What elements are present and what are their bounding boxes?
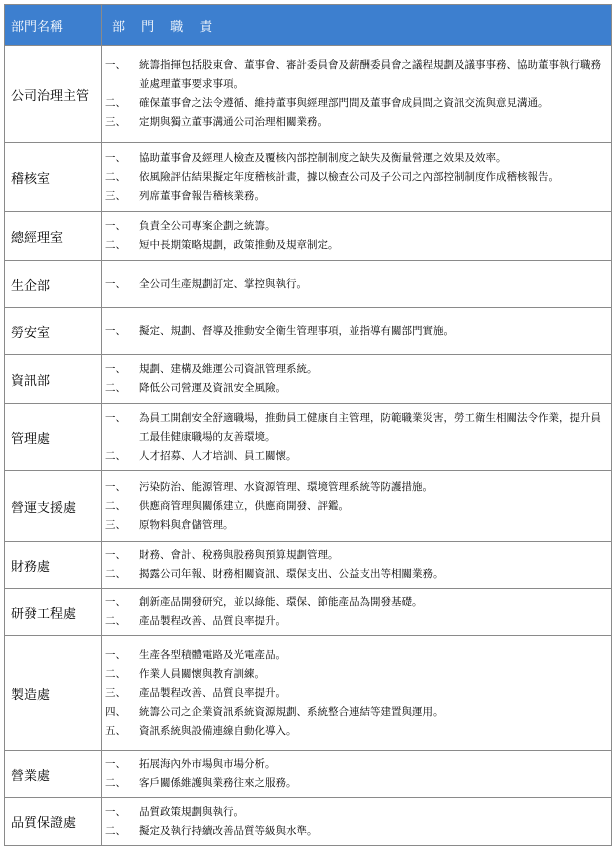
duty-item <box>105 322 607 341</box>
duty-number: 一、 <box>105 648 126 661</box>
duty-item <box>105 360 607 379</box>
department-name: 品質保證處 <box>5 798 102 846</box>
duty-text: 定期與獨立董事溝通公司治理相關業務。 <box>139 116 328 128</box>
duty-number: 一、 <box>105 758 126 770</box>
duty-text: 財務、會計、稅務與股務與預算規劃管理。 <box>139 549 339 561</box>
duty-text: 擬定、規劃、督導及推動安全衛生管理事項，並指導有關部門實施。 <box>139 324 454 337</box>
duty-item <box>105 497 607 516</box>
duty-text: 拓展海內外市場與市場分析。 <box>139 758 276 770</box>
header-department-duties: 部 門 職 責 <box>102 5 612 46</box>
duty-number: 一、 <box>105 805 126 818</box>
duty-text: 產品製程改善、品質良率提升。 <box>139 686 286 699</box>
duty-number: 一、 <box>105 480 126 493</box>
department-duties <box>102 542 612 589</box>
duty-number: 一、 <box>105 220 126 232</box>
department-duties <box>102 143 612 212</box>
duty-number: 一、 <box>105 363 126 375</box>
duty-item <box>105 149 607 168</box>
duty-text: 負責全公司專案企劃之統籌。 <box>139 220 276 232</box>
duty-item <box>105 803 607 822</box>
table-row <box>5 636 612 751</box>
duty-number: 一、 <box>105 596 126 608</box>
table-header-row <box>5 5 612 46</box>
department-name: 財務處 <box>5 542 102 589</box>
duty-item <box>105 646 607 665</box>
duty-item <box>105 565 607 584</box>
department-name: 營運支援處 <box>5 471 102 542</box>
duty-number: 四、 <box>105 705 126 718</box>
duty-number: 三、 <box>105 686 126 699</box>
duty-item <box>105 409 607 447</box>
duty-item <box>105 612 607 631</box>
duty-text: 全公司生產規劃訂定、掌控與執行。 <box>139 277 307 290</box>
duty-number: 二、 <box>105 777 126 789</box>
department-name: 公司治理主管 <box>5 46 102 143</box>
department-duties <box>102 636 612 751</box>
duty-number: 三、 <box>105 116 126 128</box>
duty-item <box>105 755 607 774</box>
duty-text: 生產各型積體電路及光電產品。 <box>139 648 286 661</box>
duty-item <box>105 546 607 565</box>
duty-number: 二、 <box>105 824 126 837</box>
department-name: 稽核室 <box>5 143 102 212</box>
duty-text: 產品製程改善、品質良率提升。 <box>139 615 286 627</box>
department-duties <box>102 589 612 636</box>
duty-text: 確保董事會之法令遵循、維持董事與經理部門間及董事會成員間之資訊交流與意見溝通。 <box>139 97 549 109</box>
duty-number: 一、 <box>105 324 126 337</box>
department-duties <box>102 471 612 542</box>
duty-text: 為員工開創安全舒適職場，推動員工健康自主管理，防範職業災害，勞工衛生相關法令作業，提升員工最佳健康職場的友善環境。 <box>139 411 601 443</box>
department-duties-table <box>4 4 612 846</box>
department-duties <box>102 212 612 261</box>
duty-item <box>105 379 607 398</box>
duty-text: 短中長期策略規劃，政策推動及規章制定。 <box>139 239 339 251</box>
duty-text: 列席董事會報告稽核業務。 <box>139 189 265 202</box>
table-row <box>5 46 612 143</box>
department-duties <box>102 751 612 798</box>
duty-text: 擬定及執行持續改善品質等級與水準。 <box>139 824 318 837</box>
duty-item <box>105 168 607 187</box>
duty-item <box>105 665 607 684</box>
duty-item <box>105 275 607 294</box>
department-name: 研發工程處 <box>5 589 102 636</box>
table-row <box>5 798 612 846</box>
department-duties <box>102 404 612 471</box>
duty-number: 二、 <box>105 97 126 109</box>
duty-item <box>105 822 607 841</box>
table-row <box>5 212 612 261</box>
duty-number: 二、 <box>105 667 126 680</box>
table-row <box>5 542 612 589</box>
department-name: 製造處 <box>5 636 102 751</box>
duty-text: 原物料與倉儲管理。 <box>139 518 234 531</box>
department-name: 資訊部 <box>5 355 102 404</box>
department-duties <box>102 798 612 846</box>
department-duties <box>102 261 612 308</box>
duty-text: 資訊系統與設備連線自動化導入。 <box>139 724 297 737</box>
duty-number: 二、 <box>105 170 126 183</box>
duty-text: 統籌指揮包括股東會、董事會、審計委員會及薪酬委員會之議程規劃及議事事務、協助董事執行職務並處理董事要求事項。 <box>139 59 601 90</box>
duty-text: 揭露公司年報、財務相關資訊、環保支出、公益支出等相關業務。 <box>139 568 444 580</box>
duty-text: 統籌公司之企業資訊系統資源規劃、系統整合連結等建置與運用。 <box>139 705 444 718</box>
duty-number: 一、 <box>105 411 126 424</box>
department-name: 生企部 <box>5 261 102 308</box>
department-duties <box>102 355 612 404</box>
duty-text: 降低公司營運及資訊安全風險。 <box>139 382 286 394</box>
duty-text: 客戶關係維護與業務往來之服務。 <box>139 777 297 789</box>
duty-item <box>105 94 607 113</box>
duty-number: 二、 <box>105 615 126 627</box>
header-department-name: 部門名稱 <box>5 5 102 46</box>
duty-text: 規劃、建構及維運公司資訊管理系統。 <box>139 363 318 375</box>
department-name: 總經理室 <box>5 212 102 261</box>
duty-item <box>105 236 607 255</box>
duty-number: 五、 <box>105 724 126 737</box>
table-row <box>5 751 612 798</box>
table-row <box>5 355 612 404</box>
department-name: 營業處 <box>5 751 102 798</box>
duty-number: 二、 <box>105 239 126 251</box>
duty-item <box>105 447 607 466</box>
table-row <box>5 471 612 542</box>
duty-number: 一、 <box>105 59 126 71</box>
duty-number: 二、 <box>105 449 126 462</box>
table-row <box>5 261 612 308</box>
duty-text: 品質政策規劃與執行。 <box>139 805 244 818</box>
department-name: 管理處 <box>5 404 102 471</box>
table-body <box>5 46 612 846</box>
duty-number: 二、 <box>105 382 126 394</box>
department-duties <box>102 46 612 143</box>
duty-item <box>105 113 607 132</box>
duty-item <box>105 684 607 703</box>
duty-text: 供應商管理與關係建立，供應商開發、評鑑。 <box>139 499 349 512</box>
duty-text: 污染防治、能源管理、水資源管理、環境管理系統等防護措施。 <box>139 480 433 493</box>
duty-item <box>105 703 607 722</box>
duty-item <box>105 217 607 236</box>
duty-number: 三、 <box>105 189 126 202</box>
duty-item <box>105 187 607 206</box>
duty-number: 二、 <box>105 568 126 580</box>
table-row <box>5 404 612 471</box>
duty-number: 二、 <box>105 499 126 512</box>
duty-item <box>105 516 607 535</box>
duty-number: 一、 <box>105 549 126 561</box>
duty-item <box>105 478 607 497</box>
duty-item <box>105 722 607 741</box>
table-row <box>5 143 612 212</box>
duty-text: 協助董事會及經理人檢查及覆核內部控制制度之缺失及衡量營運之效果及效率。 <box>139 151 507 164</box>
duty-number: 三、 <box>105 518 126 531</box>
table-row <box>5 308 612 355</box>
duty-number: 一、 <box>105 151 126 164</box>
department-name: 勞安室 <box>5 308 102 355</box>
duty-text: 人才招募、人才培訓、員工關懷。 <box>139 449 297 462</box>
duty-text: 作業人員關懷與教育訓練。 <box>139 667 265 680</box>
table-row <box>5 589 612 636</box>
department-duties <box>102 308 612 355</box>
duty-text: 依風險評估結果擬定年度稽核計畫，據以檢查公司及子公司之內部控制制度作成稽核報告。 <box>139 170 559 183</box>
duty-number: 一、 <box>105 277 126 290</box>
duty-text: 創新產品開發研究，並以綠能、環保、節能產品為開發基礎。 <box>139 596 423 608</box>
duty-item <box>105 593 607 612</box>
duty-item <box>105 774 607 793</box>
duty-item <box>105 56 607 94</box>
